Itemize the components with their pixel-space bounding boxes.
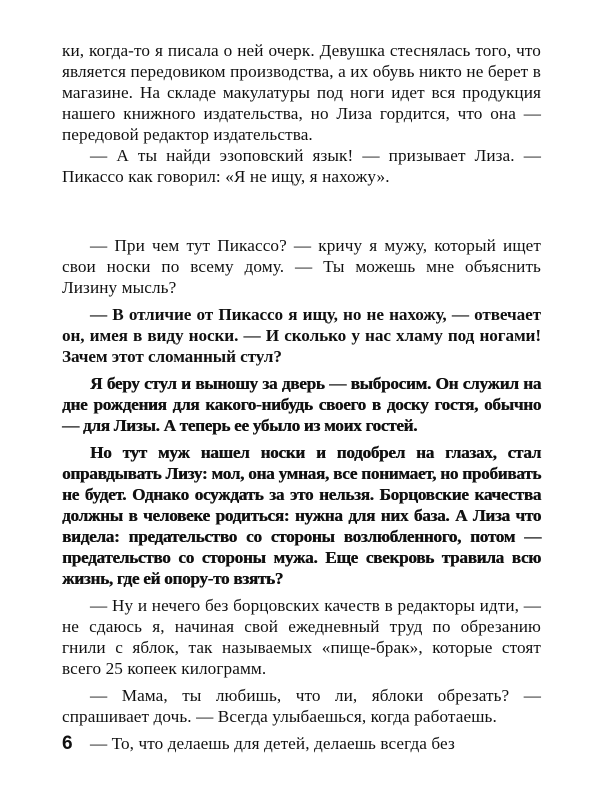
paragraph-husband-defends: Но тут муж нашел носки и подобрел на глазах, стал оправдывать Лизу: мол, она умная, все понимает, но пробивать не будет. Однако осуждать за это нельзя. Борцовские качества должны в человеке родиться: нужна для них база. А Лиза что видела: предательство со стороны возлюбленного, потом — предательство со стороны мужа. Еще свекровь травила всю жизнь, где ей опору-то взять? — [62, 443, 541, 588]
text-column — [62, 40, 541, 754]
paragraph-apples: — Ну и нечего без борцовских качеств в редакторы идти, — не сдаюсь я, начиная свой ежедневный труд по обрезанию гнили с яблок, так называемых «пище-брак», которые стоят всего 25 копеек килограмм. — [62, 596, 541, 678]
paragraph-dialogue-liza: — А ты найди эзоповский язык! — призывает Лиза. — Пикассо как говорил: «Я не ищу, я нахожу». — [62, 146, 541, 186]
paragraph-chair: Я беру стул и выношу за дверь — выбросим. Он служил на дне рождения для какого-нибудь своего в доску гостя, обычно — для Лизы. А теперь ее убыло из моих гостей. — [62, 374, 541, 435]
page-number: 6 — [62, 733, 73, 754]
paragraph-husband-reply: — В отличие от Пикассо я ищу, но не нахожу, — отвечает он, имея в виду носки. — И сколько у нас хламу под ногами! Зачем этот сломанный стул? — [62, 305, 541, 366]
paragraph-daughter-question: — Мама, ты любишь, что ли, яблоки обрезать? — спрашивает дочь. — Всегда улыбаешься, когда работаешь. — [62, 686, 541, 726]
paragraph-final-line: — То, что делаешь для детей, делаешь всегда без — [90, 734, 455, 753]
paragraph-picasso-question: — При чем тут Пикассо? — кричу я мужу, который ищет свои носки по всему дому. — Ты можешь мне объяснить Лизину мысль? — [62, 236, 541, 297]
paragraph-continuation: ки, когда-то я писала о ней очерк. Девушка стеснялась того, что является передовиком производства, а их обувь никто не берет в магазине. На складе макулатуры под ноги идет вся продукция нашего книжного издательства, но Лиза гордится, что она — передовой редактор издательства. — [62, 41, 541, 144]
section-break — [62, 187, 541, 235]
